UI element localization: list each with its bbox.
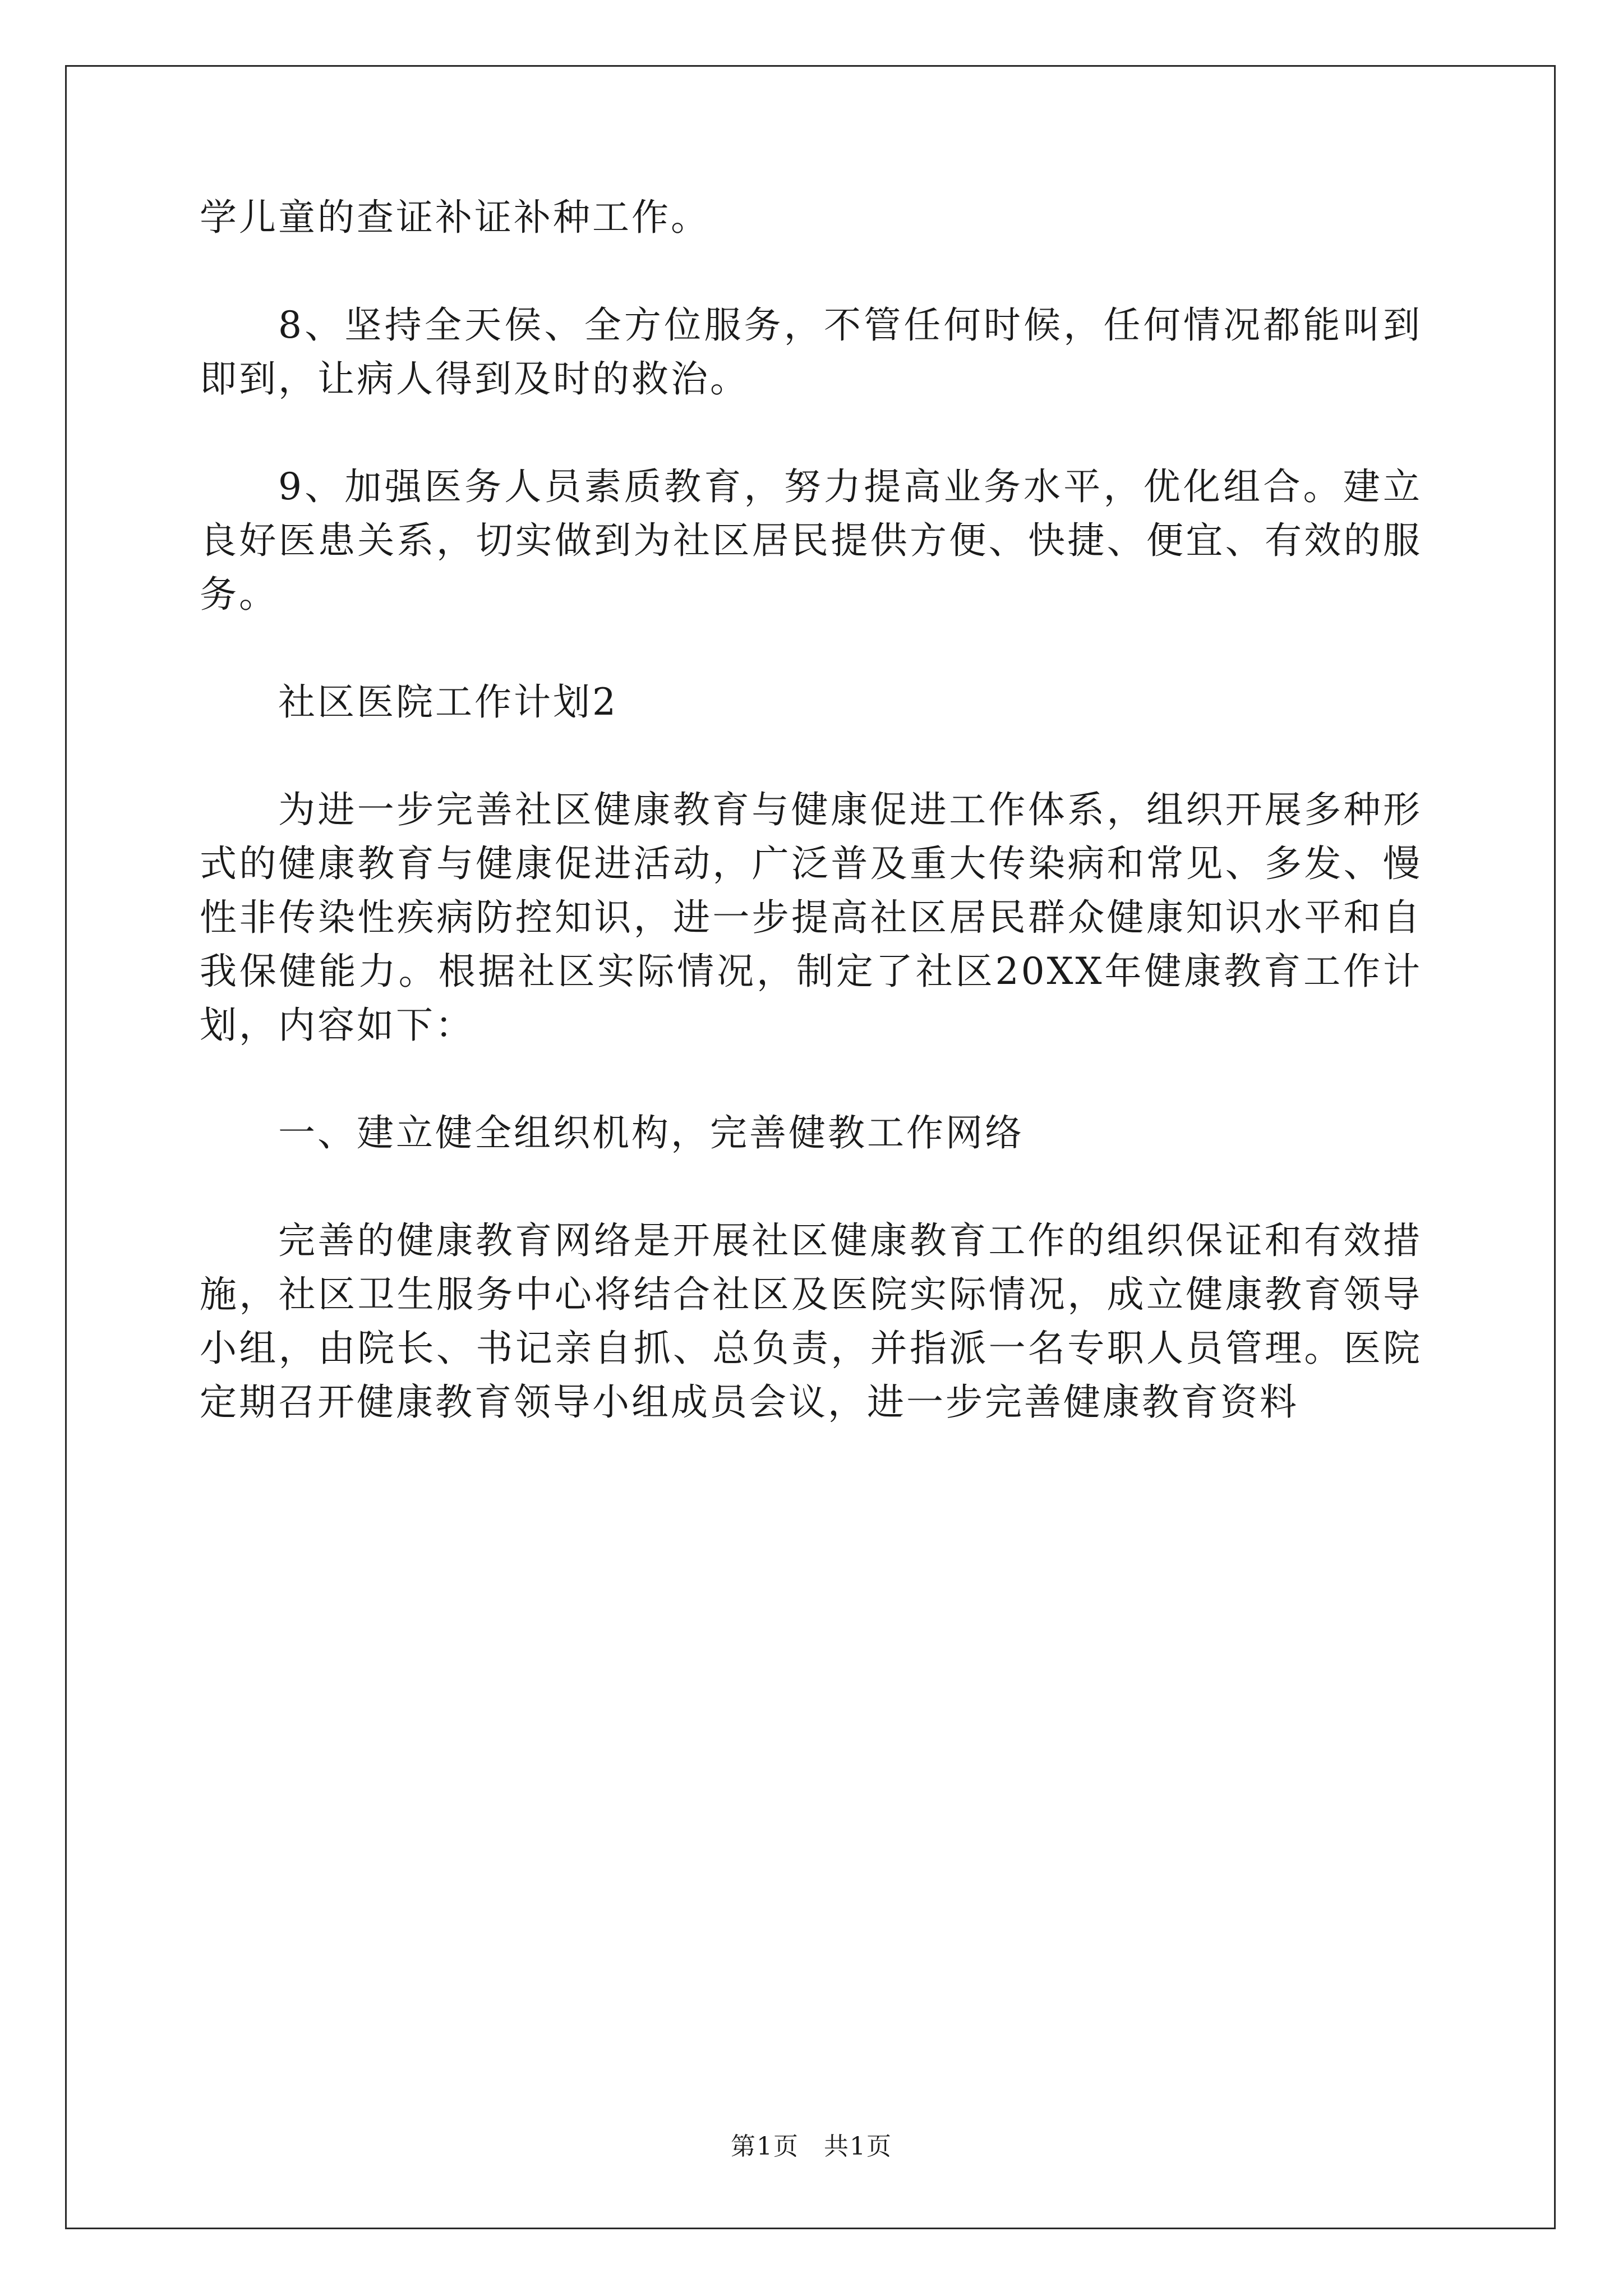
- section-heading: 社区医院工作计划2: [278, 680, 618, 724]
- page-number: 第1页: [731, 2132, 799, 2161]
- paragraph-5: 为进一步完善社区健康教育与健康促进工作体系，组织开展多种形式的健康教育与健康促进活动，广泛普及重大传染病和常见、多发、慢性非传染性疾病防控知识，进一步提高社区居民群众健康知识水平和自我保健能力。根据社区实际情况，制定了社区20XX年健康教育工作计划，内容如下：: [200, 788, 1422, 1047]
- paragraph-1: 学儿童的查证补证补种工作。: [200, 196, 710, 239]
- page-total: 共1页: [824, 2132, 892, 2161]
- page-footer: [0, 2126, 1623, 2162]
- paragraph-3: 9、加强医务人员素质教育，努力提高业务水平，优化组合。建立良好医患关系，切实做到为社区居民提供方便、快捷、便宜、有效的服务。: [200, 465, 1422, 616]
- subsection-heading: 一、建立健全组织机构，完善健教工作网络: [278, 1111, 1024, 1154]
- document-body: [200, 191, 1422, 1483]
- paragraph-7: 完善的健康教育网络是开展社区健康教育工作的组织保证和有效措施，社区卫生服务中心将结合社区及医院实际情况，成立健康教育领导小组，由院长、书记亲自抓、总负责，并指派一名专职人员管理。医院定期召开健康教育领导小组成员会议，进一步完善健康教育资料: [200, 1219, 1422, 1424]
- paragraph-2: 8、坚持全天侯、全方位服务，不管任何时候，任何情况都能叫到即到，让病人得到及时的救治。: [200, 303, 1422, 401]
